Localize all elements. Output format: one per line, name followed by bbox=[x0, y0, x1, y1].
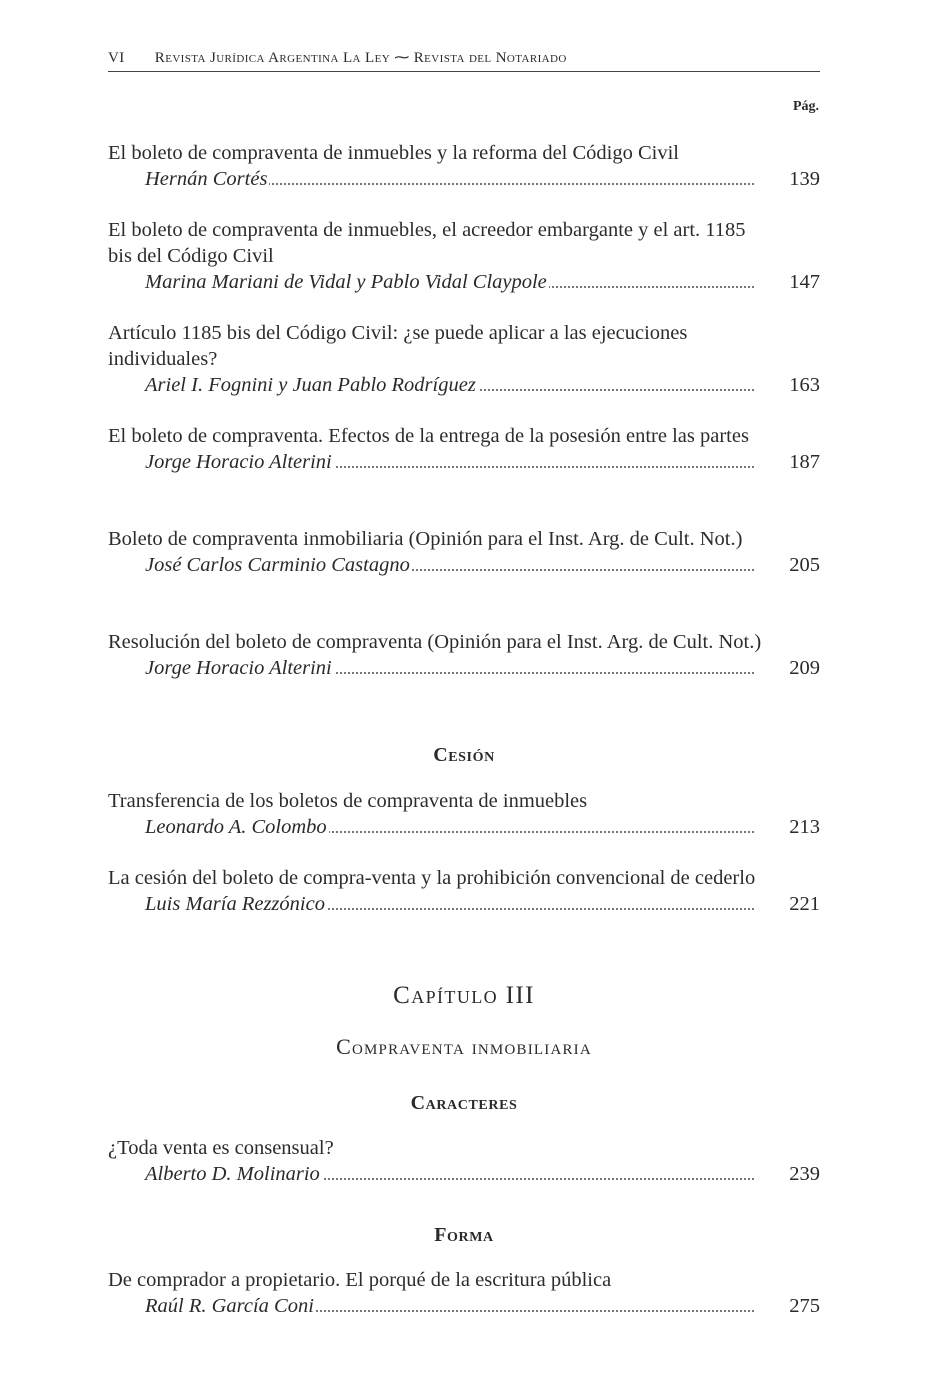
section-heading-forma: Forma bbox=[434, 1224, 494, 1246]
toc-entry bbox=[108, 1267, 820, 1319]
entry-author-line bbox=[108, 891, 820, 917]
entry-title: ¿Toda venta es consensual? bbox=[108, 1137, 334, 1159]
entry-page: 239 bbox=[789, 1163, 820, 1185]
section-heading-cesion: Cesión bbox=[433, 744, 495, 766]
toc-entry bbox=[108, 217, 820, 295]
entry-page: 147 bbox=[789, 271, 820, 293]
entry-author: Leonardo A. Colombo bbox=[145, 816, 327, 838]
entry-title: El boleto de compraventa de inmuebles, el acreedor embargante y el art. 1185 bis del Código Civil bbox=[108, 219, 746, 267]
entry-author: Raúl R. García Coni bbox=[145, 1295, 314, 1317]
entry-author: Luis María Rezzónico bbox=[145, 893, 325, 915]
chapter-subtitle: Compraventa inmobiliaria bbox=[336, 1034, 592, 1059]
entry-author: Jorge Horacio Alterini bbox=[145, 451, 332, 473]
entry-author-line bbox=[108, 1293, 820, 1319]
entry-page: 139 bbox=[789, 168, 820, 190]
header-separator: ⁓ bbox=[394, 50, 410, 66]
entry-title: Transferencia de los boletos de compraventa de inmuebles bbox=[108, 790, 588, 812]
entry-author-line bbox=[108, 166, 820, 192]
toc-entry bbox=[108, 423, 820, 475]
entry-page: 163 bbox=[789, 374, 820, 396]
journal-name-b: Revista del Notariado bbox=[413, 50, 567, 66]
journal-name-a: Revista Jurídica Argentina La Ley bbox=[154, 50, 391, 66]
entry-author-line bbox=[108, 269, 820, 295]
toc-entry bbox=[108, 629, 820, 681]
entry-title: El boleto de compraventa de inmuebles y la reforma del Código Civil bbox=[108, 142, 679, 164]
entry-title: Boleto de compraventa inmobiliaria (Opinión para el Inst. Arg. de Cult. Not.) bbox=[108, 528, 743, 550]
chapter-heading: Capítulo III bbox=[393, 982, 535, 1009]
section-heading-caracteres: Caracteres bbox=[410, 1092, 518, 1114]
entry-author: Ariel I. Fognini y Juan Pablo Rodríguez bbox=[145, 374, 476, 396]
entry-author-line bbox=[108, 449, 820, 475]
entry-author: José Carlos Carminio Castagno bbox=[145, 554, 410, 576]
entry-author: Marina Mariani de Vidal y Pablo Vidal Claypole bbox=[145, 271, 547, 293]
entry-title: De comprador a propietario. El porqué de la escritura pública bbox=[108, 1269, 612, 1291]
entry-author-line bbox=[108, 1161, 820, 1187]
entry-author-line bbox=[108, 552, 820, 578]
entry-page: 221 bbox=[789, 893, 820, 915]
running-header bbox=[108, 48, 820, 72]
toc-entry bbox=[108, 140, 820, 192]
entry-author: Hernán Cortés bbox=[145, 168, 268, 190]
entry-page: 209 bbox=[789, 657, 820, 679]
entry-title: Artículo 1185 bis del Código Civil: ¿se puede aplicar a las ejecuciones individuales? bbox=[108, 322, 688, 370]
entry-page: 213 bbox=[789, 816, 820, 838]
entry-page: 205 bbox=[789, 554, 820, 576]
toc-entry bbox=[108, 526, 820, 578]
toc-entry bbox=[108, 320, 820, 398]
entry-page: 275 bbox=[789, 1295, 820, 1317]
entry-author: Alberto D. Molinario bbox=[145, 1163, 320, 1185]
entry-author-line bbox=[108, 655, 820, 681]
entry-title: El boleto de compraventa. Efectos de la entrega de la posesión entre las partes bbox=[108, 425, 749, 447]
page-number: VI bbox=[108, 50, 125, 66]
page-column-label: Pág. bbox=[792, 99, 819, 114]
entry-author: Jorge Horacio Alterini bbox=[145, 657, 332, 679]
entry-title: Resolución del boleto de compraventa (Opinión para el Inst. Arg. de Cult. Not.) bbox=[108, 631, 762, 653]
entry-author-line bbox=[108, 814, 820, 840]
toc-entry bbox=[108, 788, 820, 840]
entry-page: 187 bbox=[789, 451, 820, 473]
toc-entry bbox=[108, 1135, 820, 1187]
entry-author-line bbox=[108, 372, 820, 398]
toc-entry bbox=[108, 865, 820, 917]
entry-title: La cesión del boleto de compra-venta y la prohibición convencional de cederlo bbox=[108, 867, 756, 889]
